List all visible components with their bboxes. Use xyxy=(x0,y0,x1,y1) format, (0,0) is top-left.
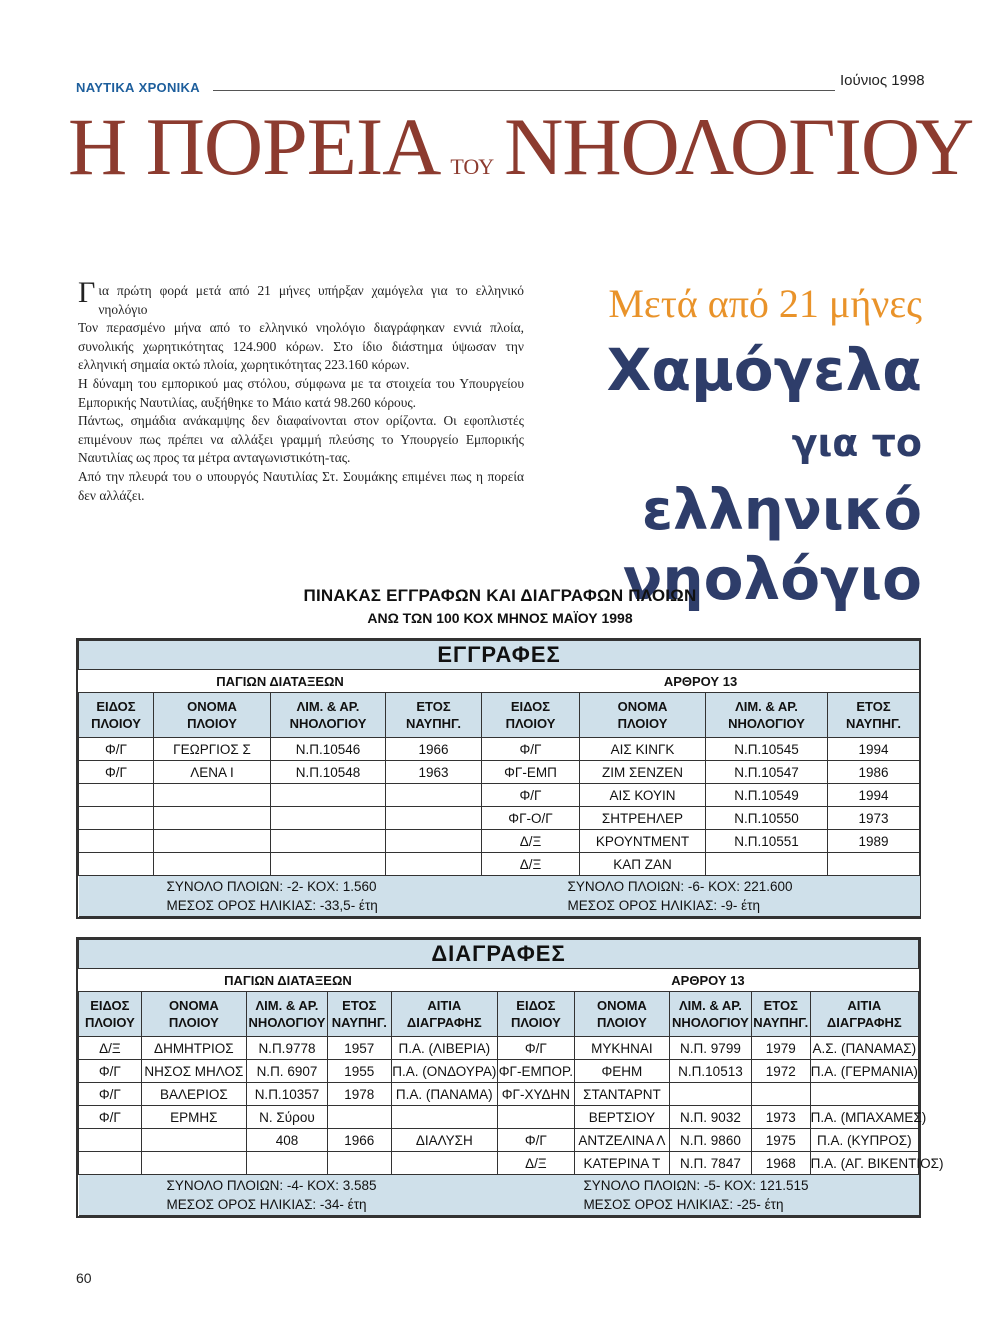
table-cell xyxy=(154,853,271,876)
header-line: ΑΙΤΙΑ xyxy=(847,998,882,1013)
header-line: ΝΗΟΛΟΓΙΟΥ xyxy=(728,716,805,731)
article-paragraph-3: Η δύναμη του εμπορικού μας στόλου, σύμφωνα με τα στοιχεία του Υπουργείου Εμπορικής Ναυτιλίας, αυξήθηκε το Μάιο κατά 98.260 κόρους. xyxy=(78,375,524,410)
table-row xyxy=(79,853,920,876)
deletions-summary-row xyxy=(79,1175,919,1216)
table-cell: ΒΕΡΤΣΙΟΥ xyxy=(574,1106,669,1129)
table-row xyxy=(79,1152,919,1175)
table-cell xyxy=(828,853,920,876)
tables-subtitle: ΑΝΩ ΤΩΝ 100 ΚΟΧ ΜΗΝΟΣ ΜΑΪΟΥ 1998 xyxy=(367,610,633,626)
table-cell: Φ/Γ xyxy=(79,1060,142,1083)
headline-line-2-small: για το xyxy=(791,421,922,465)
table-cell: Ν.Π.10549 xyxy=(706,784,828,807)
table-cell: Π.Α. (ΜΠΑΧΑΜΕΣ) xyxy=(810,1106,918,1129)
header-line: ΠΛΟΙΟΥ xyxy=(596,1015,647,1030)
header-line: ΕΤΟΣ xyxy=(416,699,451,714)
table-cell: ΚΡΟΥΝΤΜΕΝΤ xyxy=(580,830,706,853)
summary-line: ΜΕΣΟΣ ΟΡΟΣ ΗΛΙΚΙΑΣ: -33,5- έτη xyxy=(166,898,378,913)
registrations-column-header xyxy=(580,693,706,738)
table-cell: ΔΙΑΛΥΣΗ xyxy=(391,1129,497,1152)
summary-line: ΜΕΣΟΣ ΟΡΟΣ ΗΛΙΚΙΑΣ: -34- έτη xyxy=(166,1197,367,1212)
table-cell: Ν.Π. 7847 xyxy=(669,1152,751,1175)
registrations-column-header xyxy=(482,693,580,738)
header-line: ΟΝΟΜΑ xyxy=(187,699,237,714)
table-cell: 1994 xyxy=(828,784,920,807)
header-line: ΟΝΟΜΑ xyxy=(168,998,219,1013)
table-cell: ΣΤΑΝΤΑΡΝΤ xyxy=(574,1083,669,1106)
table-row xyxy=(79,807,920,830)
table-cell: Π.Α. (ΟΝΔΟΥΡΑ) xyxy=(391,1060,497,1083)
header-line: ΝΑΥΠΗΓ. xyxy=(845,716,902,731)
table-cell xyxy=(391,1106,497,1129)
table-cell: ΦΓ-ΧΥΔΗΝ xyxy=(497,1083,574,1106)
table-cell xyxy=(271,807,386,830)
table-cell: Π.Α. (ΑΓ. ΒΙΚΕΝΤΙΟΣ) xyxy=(810,1152,918,1175)
table-row xyxy=(79,1083,919,1106)
deletions-table-box xyxy=(76,937,944,1218)
header-line: ΔΙΑΓΡΑΦΗΣ xyxy=(406,1015,482,1030)
table-cell xyxy=(154,830,271,853)
header-line: ΛΙΜ. & ΑΡ. xyxy=(296,699,360,714)
table-cell: 1955 xyxy=(327,1060,391,1083)
tables-title: ΠΙΝΑΚΑΣ ΕΓΓΡΑΦΩΝ ΚΑΙ ΔΙΑΓΡΑΦΩΝ ΠΛΟΙΩΝ xyxy=(303,586,697,605)
table-cell: Φ/Γ xyxy=(497,1129,574,1152)
table-cell: Ν.Π.10550 xyxy=(706,807,828,830)
table-cell: ΣΗΤΡΕΗΛΕΡ xyxy=(580,807,706,830)
table-cell: Φ/Γ xyxy=(482,784,580,807)
header-line: ΕΙΔΟΣ xyxy=(516,998,556,1013)
table-cell xyxy=(386,830,482,853)
table-cell xyxy=(246,1152,327,1175)
table-cell: Δ/Ξ xyxy=(497,1152,574,1175)
article-paragraph-5: Από την πλευρά του ο υπουργός Ναυτιλίας Στ. Σουμάκης επιμένει πως η πορεία δεν αλλάζει. xyxy=(78,468,524,503)
table-cell: Ν.Π.10513 xyxy=(669,1060,751,1083)
headline-line-2 xyxy=(520,404,922,545)
table-cell xyxy=(327,1106,391,1129)
headline xyxy=(520,336,922,613)
deletions-column-header xyxy=(751,992,810,1037)
registrations-summary-row xyxy=(79,876,920,917)
table-cell: Φ/Γ xyxy=(497,1037,574,1060)
registrations-table-box xyxy=(76,638,921,919)
page-number: 60 xyxy=(76,1270,92,1286)
table-cell: Φ/Γ xyxy=(79,1106,142,1129)
table-cell xyxy=(391,1152,497,1175)
page-title xyxy=(68,100,973,194)
table-cell xyxy=(386,853,482,876)
table-cell xyxy=(154,807,271,830)
header-line: ΠΛΟΙΟΥ xyxy=(168,1015,219,1030)
article-paragraph-2: Τον περασμένο μήνα από το ελληνικό νηολόγιο διαγράφηκαν εννιά πλοία, συνολικής χωρητικότητας 124.900 κόρων. Στο ίδιο διάστημα ύψωσαν την ελληνική σημαία οκτώ πλοία, χωρητικότητας 223.160 κόρων. xyxy=(78,320,524,373)
table-cell xyxy=(810,1083,918,1106)
table-cell: ΑΝΤΖΕΛΙΝΑ Λ xyxy=(574,1129,669,1152)
table-cell: Δ/Ξ xyxy=(482,853,580,876)
table-cell: Δ/Ξ xyxy=(482,830,580,853)
table-cell: ΑΙΣ ΚΟΥΙΝ xyxy=(580,784,706,807)
deletions-group-right: ΑΡΘΡΟΥ 13 xyxy=(497,969,918,992)
header-line: ΟΝΟΜΑ xyxy=(617,699,668,714)
table-row xyxy=(79,1060,919,1083)
table-row xyxy=(79,1129,919,1152)
header-line: ΝΗΟΛΟΓΙΟΥ xyxy=(289,716,367,731)
table-cell: ΛΕΝΑ Ι xyxy=(154,761,271,784)
header-line: ΠΛΟΙΟΥ xyxy=(187,716,237,731)
deletions-header-row xyxy=(79,992,919,1037)
headline-line-3: νηολόγιο xyxy=(622,545,922,613)
table-cell: 1963 xyxy=(386,761,482,784)
header-line: ΝΗΟΛΟΓΙΟΥ xyxy=(248,1015,326,1030)
table-cell: Π.Α. (ΓΕΡΜΑΝΙΑ) xyxy=(810,1060,918,1083)
deletions-summary-left xyxy=(79,1175,498,1216)
summary-line: ΣΥΝΟΛΟ ΠΛΟΙΩΝ: -6- ΚΟΧ: 221.600 xyxy=(567,879,793,894)
table-cell xyxy=(386,807,482,830)
table-cell: 1972 xyxy=(751,1060,810,1083)
table-row xyxy=(79,1037,919,1060)
deletions-table xyxy=(78,939,944,1216)
registrations-column-header xyxy=(828,693,920,738)
table-cell xyxy=(79,853,154,876)
summary-line: ΣΥΝΟΛΟ ΠΛΟΙΩΝ: -5- ΚΟΧ: 121.515 xyxy=(583,1178,809,1193)
table-cell: Π.Α. (ΛΙΒΕΡΙΑ) xyxy=(391,1037,497,1060)
summary-line: ΣΥΝΟΛΟ ΠΛΟΙΩΝ: -4- ΚΟΧ: 3.585 xyxy=(166,1178,377,1193)
table-cell xyxy=(79,1129,142,1152)
registrations-summary-left xyxy=(79,876,482,917)
deletions-column-header xyxy=(810,992,918,1037)
table-cell: 1968 xyxy=(751,1152,810,1175)
registrations-column-header xyxy=(154,693,271,738)
table-cell: 1966 xyxy=(386,738,482,761)
table-row xyxy=(79,830,920,853)
table-cell xyxy=(154,784,271,807)
table-cell: 1957 xyxy=(327,1037,391,1060)
table-cell xyxy=(141,1129,246,1152)
registrations-summary-right xyxy=(482,876,920,917)
table-cell: ΦΓ-Ο/Γ xyxy=(482,807,580,830)
deletions-column-header xyxy=(246,992,327,1037)
table-cell: Π.Α. (ΚΥΠΡΟΣ) xyxy=(810,1129,918,1152)
table-cell: Δ/Ξ xyxy=(79,1037,142,1060)
deletions-group-left: ΠΑΓΙΩΝ ΔΙΑΤΑΞΕΩΝ xyxy=(79,969,498,992)
deletions-summary-right xyxy=(497,1175,918,1216)
table-cell: ΝΗΣΟΣ ΜΗΛΟΣ xyxy=(141,1060,246,1083)
table-cell xyxy=(386,784,482,807)
header-line: ΠΛΟΙΟΥ xyxy=(84,1015,135,1030)
table-cell: Π.Α. (ΠΑΝΑΜΑ) xyxy=(391,1083,497,1106)
table-cell xyxy=(751,1083,810,1106)
table-cell: Ν.Π. 6907 xyxy=(246,1060,327,1083)
magazine-name: ΝΑΥΤΙΚΑ ΧΡΟΝΙΚΑ xyxy=(76,80,200,95)
deletions-title-row xyxy=(79,940,919,969)
table-cell: Φ/Γ xyxy=(482,738,580,761)
deletions-column-header xyxy=(574,992,669,1037)
registrations-column-header xyxy=(386,693,482,738)
table-cell: ΕΡΜΗΣ xyxy=(141,1106,246,1129)
header-line: ΕΙΔΟΣ xyxy=(96,699,136,714)
table-cell: 1989 xyxy=(828,830,920,853)
table-cell: Ν.Π.10547 xyxy=(706,761,828,784)
table-cell: 1975 xyxy=(751,1129,810,1152)
header-line: ΕΙΔΟΣ xyxy=(510,699,551,714)
title-part-1: Η ΠΟΡΕΙΑ xyxy=(68,101,441,192)
header-line: ΔΙΑΓΡΑΦΗΣ xyxy=(826,1015,902,1030)
table-cell: 1973 xyxy=(828,807,920,830)
table-cell xyxy=(497,1106,574,1129)
table-cell: 1978 xyxy=(327,1083,391,1106)
table-cell: Ν.Π. 9799 xyxy=(669,1037,751,1060)
table-cell: Ν.Π.10357 xyxy=(246,1083,327,1106)
table-cell: ΔΗΜΗΤΡΙΟΣ xyxy=(141,1037,246,1060)
registrations-group-right: ΑΡΘΡΟΥ 13 xyxy=(482,670,920,693)
table-row xyxy=(79,784,920,807)
header-line: ΠΛΟΙΟΥ xyxy=(505,716,556,731)
table-cell xyxy=(271,853,386,876)
deletions-column-header xyxy=(391,992,497,1037)
table-cell: ΑΙΣ ΚΙΝΓΚ xyxy=(580,738,706,761)
header-line: ΕΤΟΣ xyxy=(856,699,891,714)
registrations-column-header xyxy=(79,693,154,738)
summary-line: ΜΕΣΟΣ ΟΡΟΣ ΗΛΙΚΙΑΣ: -9- έτη xyxy=(567,898,761,913)
headline-line-1: Χαμόγελα xyxy=(606,336,922,404)
table-cell: ΦΓ-ΕΜΠ xyxy=(482,761,580,784)
registrations-column-header xyxy=(271,693,386,738)
table-cell: ΚΑΤΕΡΙΝΑ Τ xyxy=(574,1152,669,1175)
header-line: ΛΙΜ. & ΑΡ. xyxy=(679,998,742,1013)
summary-line: ΜΕΣΟΣ ΟΡΟΣ ΗΛΙΚΙΑΣ: -25- έτη xyxy=(583,1197,784,1212)
table-cell xyxy=(79,784,154,807)
registrations-title: ΕΓΓΡΑΦΕΣ xyxy=(79,641,920,670)
table-cell: Α.Σ. (ΠΑΝΑΜΑΣ) xyxy=(810,1037,918,1060)
table-cell: Ν.Π.10545 xyxy=(706,738,828,761)
header-line: ΕΤΟΣ xyxy=(342,998,377,1013)
deletions-group-row xyxy=(79,969,919,992)
deletions-column-header xyxy=(79,992,142,1037)
header-rule xyxy=(213,90,835,91)
deletions-column-header xyxy=(141,992,246,1037)
headline-kicker: Μετά από 21 μήνες xyxy=(608,281,922,326)
header-line: ΠΛΟΙΟΥ xyxy=(617,716,668,731)
table-cell: ΦΕΗΜ xyxy=(574,1060,669,1083)
table-cell xyxy=(271,830,386,853)
drop-cap: Γ xyxy=(78,276,96,309)
registrations-column-header xyxy=(706,693,828,738)
header-line: ΕΤΟΣ xyxy=(763,998,798,1013)
registrations-table xyxy=(78,640,920,917)
headline-line-2-big: ελληνικό xyxy=(641,478,922,543)
table-cell xyxy=(79,830,154,853)
article-paragraph-4: Πάντως, σημάδια ανάκαμψης δεν διαφαίνονται στον ορίζοντα. Οι εφοπλιστές επιμένουν πως πρέπει να αλλάξει γραμμή πλεύσης το Υπουργείο Εμπορικής Ναυτιλίας ως προς τα μέτρα ανταγωνιστικότη-τας. xyxy=(78,413,524,466)
table-cell xyxy=(271,784,386,807)
title-part-2: ΤΟΥ xyxy=(450,154,495,179)
table-cell: Φ/Γ xyxy=(79,761,154,784)
article-p1-text: ια πρώτη φορά μετά από 21 μήνες υπήρξαν χαμόγελα για το ελληνικό νηολόγιο xyxy=(98,283,524,317)
deletions-column-header xyxy=(669,992,751,1037)
table-row xyxy=(79,1106,919,1129)
registrations-group-left: ΠΑΓΙΩΝ ΔΙΑΤΑΞΕΩΝ xyxy=(79,670,482,693)
registrations-title-row xyxy=(79,641,920,670)
table-row xyxy=(79,738,920,761)
header-line: ΠΛΟΙΟΥ xyxy=(91,716,141,731)
deletions-column-header xyxy=(497,992,574,1037)
table-cell: Φ/Γ xyxy=(79,738,154,761)
deletions-title: ΔΙΑΓΡΑΦΕΣ xyxy=(79,940,919,969)
table-cell xyxy=(79,1152,142,1175)
table-cell xyxy=(327,1152,391,1175)
table-cell xyxy=(141,1152,246,1175)
table-cell xyxy=(669,1083,751,1106)
table-cell: 1966 xyxy=(327,1129,391,1152)
header-line: ΝΑΥΠΗΓ. xyxy=(753,1015,809,1030)
header-line: ΟΝΟΜΑ xyxy=(596,998,647,1013)
summary-line: ΣΥΝΟΛΟ ΠΛΟΙΩΝ: -2- ΚΟΧ: 1.560 xyxy=(166,879,377,894)
table-cell xyxy=(79,807,154,830)
registrations-group-row xyxy=(79,670,920,693)
lead-article xyxy=(78,276,524,505)
table-cell: Φ/Γ xyxy=(79,1083,142,1106)
header-line: ΛΙΜ. & ΑΡ. xyxy=(255,998,319,1013)
header-line: ΑΙΤΙΑ xyxy=(427,998,462,1013)
header-line: ΝΗΟΛΟΓΙΟΥ xyxy=(672,1015,749,1030)
table-cell: 1979 xyxy=(751,1037,810,1060)
issue-date: Ιούνιος 1998 xyxy=(840,72,925,89)
table-cell: 1973 xyxy=(751,1106,810,1129)
table-cell: 1986 xyxy=(828,761,920,784)
table-cell: Ν.Π.9778 xyxy=(246,1037,327,1060)
table-cell: Ν.Π.10551 xyxy=(706,830,828,853)
table-cell: Ν.Π. 9032 xyxy=(669,1106,751,1129)
header-line: ΠΛΟΙΟΥ xyxy=(510,1015,561,1030)
header-line: ΕΙΔΟΣ xyxy=(90,998,130,1013)
table-cell: ΜΥΚΗΝΑΙ xyxy=(574,1037,669,1060)
table-cell: ΚΑΠ ΖΑΝ xyxy=(580,853,706,876)
header-line: ΝΑΥΠΗΓ. xyxy=(331,1015,387,1030)
registrations-header-row xyxy=(79,693,920,738)
table-cell: Ν. Σύρου xyxy=(246,1106,327,1129)
title-part-3: ΝΗΟΛΟΓΙΟΥ xyxy=(504,101,974,192)
table-cell: 1994 xyxy=(828,738,920,761)
table-cell: Ν.Π. 9860 xyxy=(669,1129,751,1152)
table-cell: ΒΑΛΕΡΙΟΣ xyxy=(141,1083,246,1106)
table-cell: ΓΕΩΡΓΙΟΣ Σ xyxy=(154,738,271,761)
table-cell: ΖΙΜ ΣΕΝΖΕΝ xyxy=(580,761,706,784)
article-paragraph-1 xyxy=(78,276,524,319)
table-cell: 408 xyxy=(246,1129,327,1152)
table-cell: ΦΓ-ΕΜΠΟΡ. xyxy=(497,1060,574,1083)
header-line: ΛΙΜ. & ΑΡ. xyxy=(735,699,798,714)
table-cell xyxy=(706,853,828,876)
deletions-column-header xyxy=(327,992,391,1037)
table-cell: Ν.Π.10546 xyxy=(271,738,386,761)
header-line: ΝΑΥΠΗΓ. xyxy=(405,716,462,731)
table-row xyxy=(79,761,920,784)
table-cell: Ν.Π.10548 xyxy=(271,761,386,784)
